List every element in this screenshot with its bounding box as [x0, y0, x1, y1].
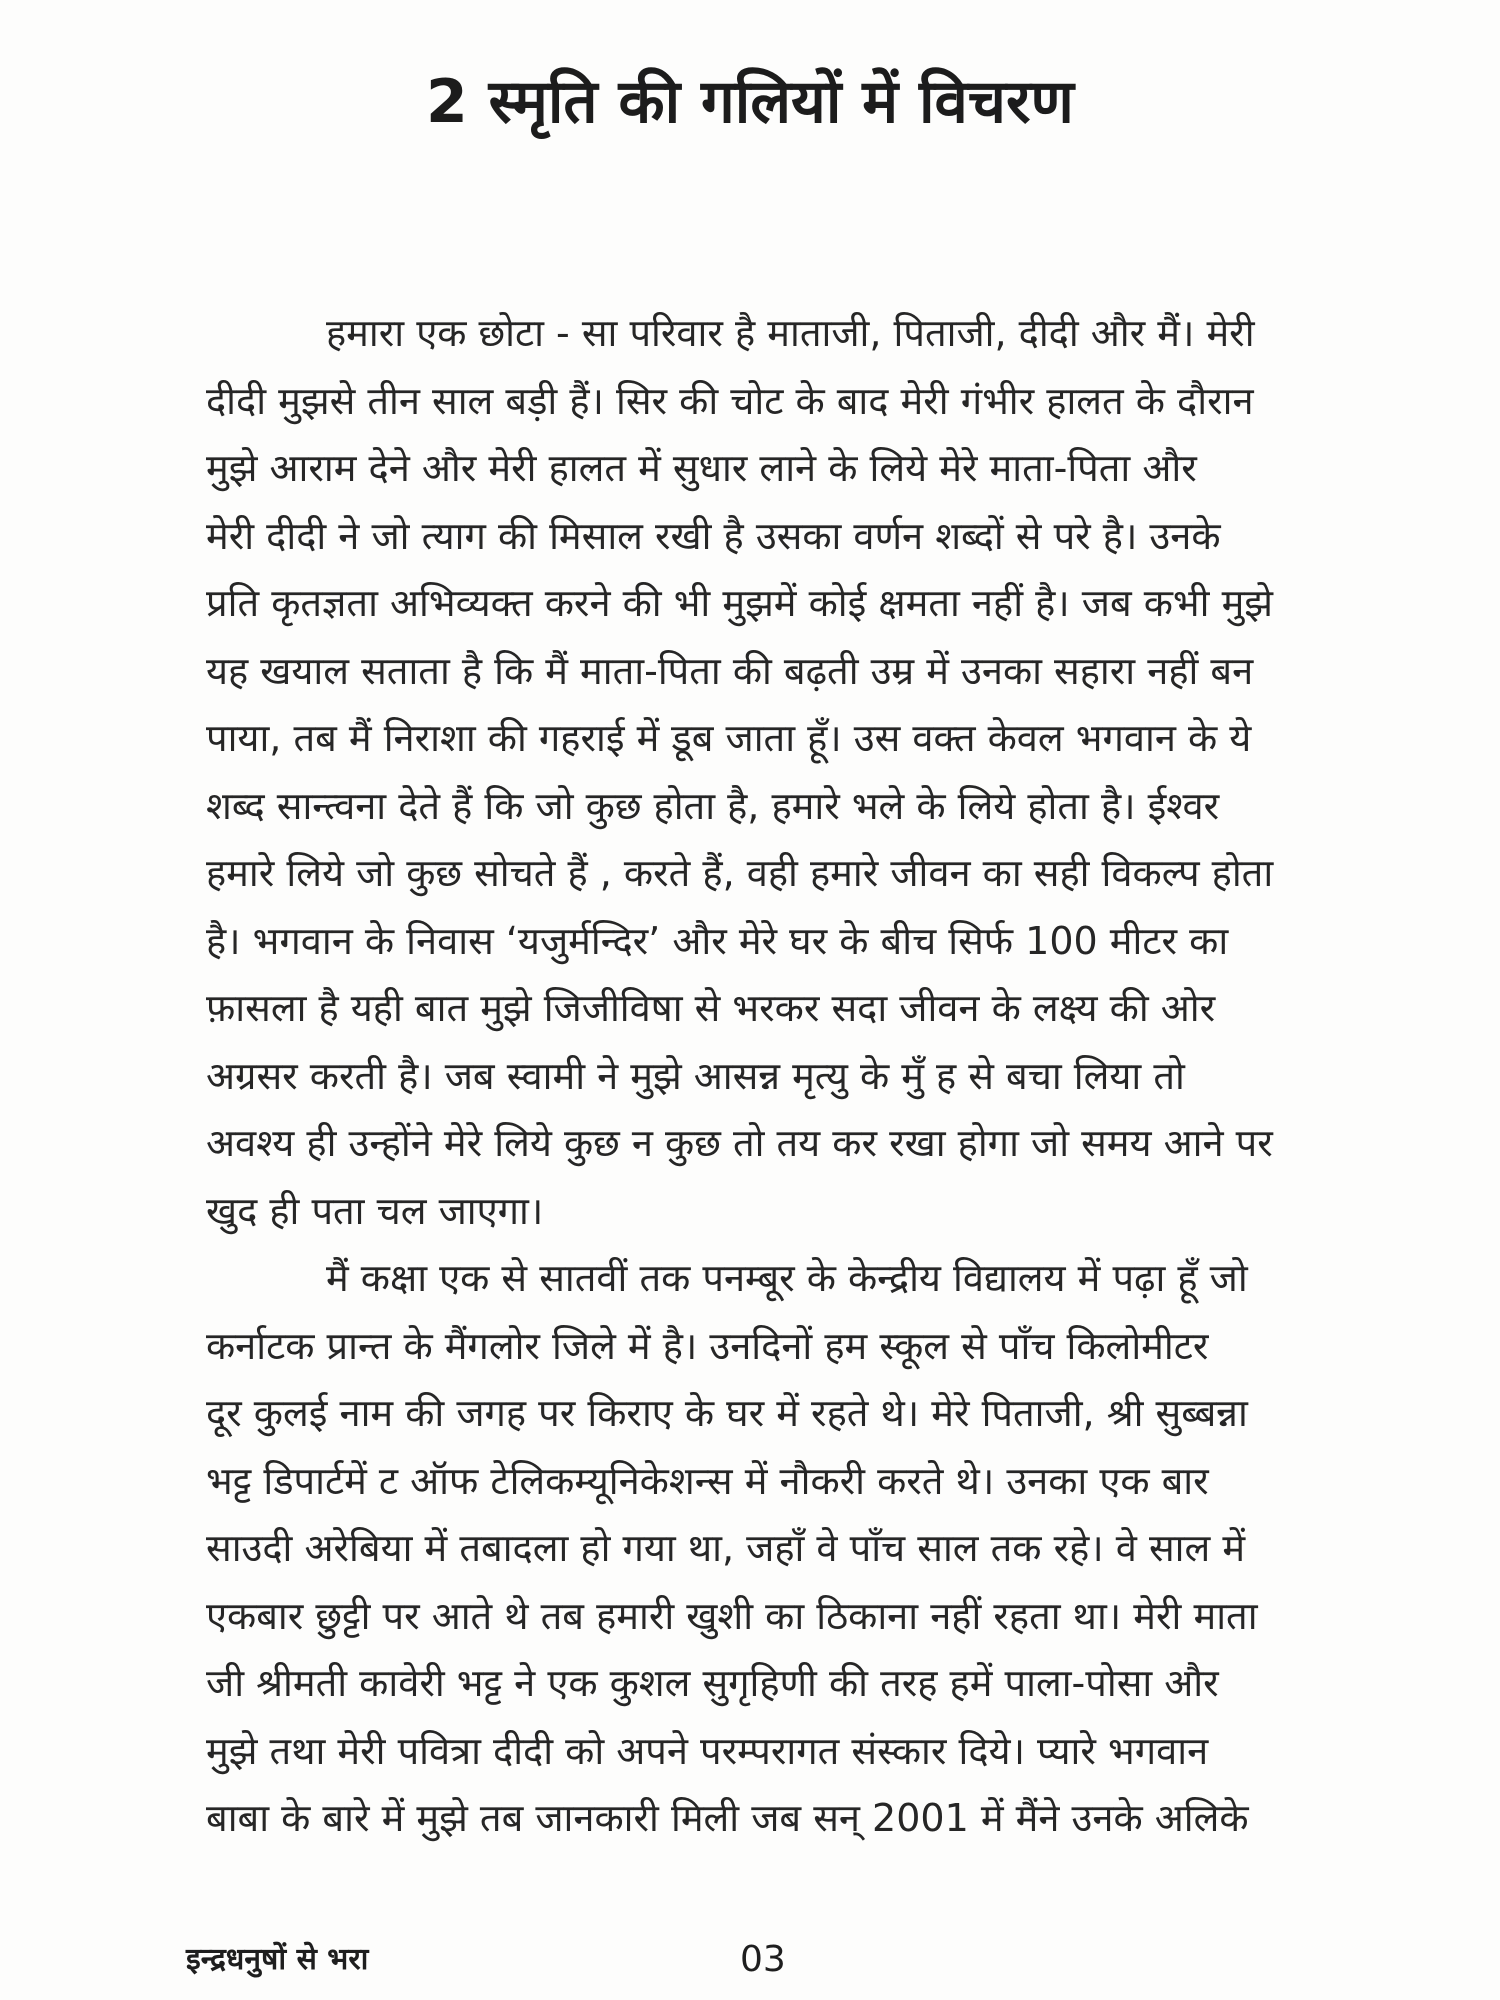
paragraph-2-line: बाबा के बारे में मुझे तब जानकारी मिली जब सन् 2001 में मैंने उनके अलिके [206, 1796, 1249, 1840]
paragraph-2-line: एकबार छुट्टी पर आते थे तब हमारी खुशी का ठिकाना नहीं रहता था। मेरी माता [206, 1593, 1258, 1638]
paragraph-1-line: खुद ही पता चल जाएगा। [206, 1188, 544, 1233]
paragraph-1-line: अवश्य ही उन्होंने मेरे लिये कुछ न कुछ तो तय कर रखा होगा जो समय आने पर [206, 1121, 1273, 1165]
paragraph-1-line: है। भगवान के निवास ‘यजुर्मन्दिर’ और मेरे घर के बीच सिर्फ 100 मीटर का [206, 918, 1229, 963]
paragraph-1-line: फ़ासला है यही बात मुझे जिजीविषा से भरकर सदा जीवन के लक्ष्य की ओर [206, 986, 1216, 1030]
footer-book-title: इन्द्रधनुषों से भरा [186, 1942, 369, 1977]
paragraph-1-line: मेरी दीदी ने जो त्याग की मिसाल रखी है उसका वर्णन शब्दों से परे है। उनके [206, 513, 1221, 558]
paragraph-1-line: दीदी मुझसे तीन साल बड़ी हैं। सिर की चोट के बाद मेरी गंभीर हालत के दौरान [206, 378, 1254, 423]
paragraph-1-line: यह खयाल सताता है कि मैं माता-पिता की बढ़ती उम्र में उनका सहारा नहीं बन [206, 648, 1254, 693]
paragraph-2-line: भट्ट डिपार्टमें ट ऑफ टेलिकम्यूनिकेशन्स में नौकरी करते थे। उनका एक बार [206, 1458, 1209, 1503]
paragraph-1-line: शब्द सान्त्वना देते हैं कि जो कुछ होता है, हमारे भले के लिये होता है। ईश्वर [206, 783, 1220, 828]
paragraph-1-line: हमारा एक छोटा - सा परिवार है माताजी, पिताजी, दीदी और मैं। मेरी [326, 311, 1255, 355]
paragraph-2-line: दूर कुलई नाम की जगह पर किराए के घर में रहते थे। मेरे पिताजी, श्री सुब्बन्ना [206, 1391, 1248, 1435]
paragraph-2-line: जी श्रीमती कावेरी भट्ट ने एक कुशल सुगृहिणी की तरह हमें पाला-पोसा और [206, 1661, 1219, 1705]
page-footer [0, 1938, 1500, 1988]
body-text [206, 300, 1336, 1853]
paragraph-2-line: मुझे तथा मेरी पवित्रा दीदी को अपने परम्परागत संस्कार दिये। प्यारे भगवान [206, 1728, 1209, 1773]
paragraph-1-line: मुझे आराम देने और मेरी हालत में सुधार लाने के लिये मेरे माता-पिता और [206, 446, 1197, 490]
paragraph-1-line: प्रति कृतज्ञता अभिव्यक्त करने की भी मुझमें कोई क्षमता नहीं है। जब कभी मुझे [206, 581, 1274, 625]
paragraph-1-line: अग्रसर करती है। जब स्वामी ने मुझे आसन्न मृत्यु के मुँ ह से बचा लिया तो [206, 1053, 1185, 1098]
paragraph-2-line: साउदी अरेबिया में तबादला हो गया था, जहाँ वे पाँच साल तक रहे। वे साल में [206, 1526, 1246, 1570]
page-number: 03 [740, 1939, 786, 1980]
chapter-title: 2 स्मृति की गलियों में विचरण [426, 67, 1074, 137]
paragraph-1-line: पाया, तब मैं निराशा की गहराई में डूब जाता हूँ। उस वक्त केवल भगवान के ये [206, 716, 1252, 760]
paragraph-2-line: कर्नाटक प्रान्त के मैंगलोर जिले में है। उनदिनों हम स्कूल से पाँच किलोमीटर [206, 1323, 1209, 1368]
paragraph-1-line: हमारे लिये जो कुछ सोचते हैं , करते हैं, वही हमारे जीवन का सही विकल्प होता [206, 851, 1274, 895]
paragraph-2-line: मैं कक्षा एक से सातवीं तक पनम्बूर के केन्द्रीय विद्यालय में पढ़ा हूँ जो [326, 1256, 1248, 1300]
